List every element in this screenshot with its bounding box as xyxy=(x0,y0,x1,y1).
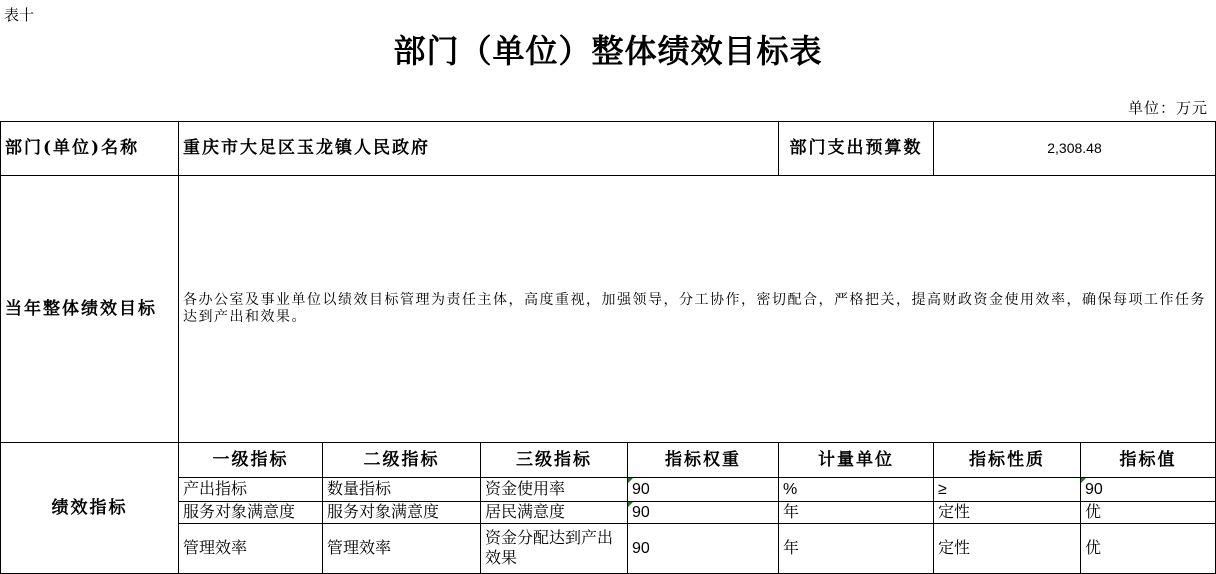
annual-goal-row xyxy=(1,176,1216,443)
level3-indicator: 居民满意度 xyxy=(481,502,628,524)
level3-indicator: 资金使用率 xyxy=(481,478,628,502)
indicator-weight: 90 xyxy=(628,524,779,574)
annual-goal-label: 当年整体绩效目标 xyxy=(1,176,179,443)
level3-indicator: 资金分配达到产出效果 xyxy=(481,524,628,574)
column-header-value: 指标值 xyxy=(1081,443,1216,478)
department-name-value: 重庆市大足区玉龙镇人民政府 xyxy=(179,122,779,176)
column-header-weight: 指标权重 xyxy=(628,443,779,478)
level1-indicator: 服务对象满意度 xyxy=(179,502,323,524)
indicator-header-row xyxy=(1,443,1216,478)
level1-indicator: 管理效率 xyxy=(179,524,323,574)
budget-value: 2,308.48 xyxy=(934,122,1216,176)
table-number: 表十 xyxy=(4,6,35,24)
indicator-value: 优 xyxy=(1081,524,1216,574)
level2-indicator: 数量指标 xyxy=(323,478,481,502)
page-title: 部门（单位）整体绩效目标表 xyxy=(393,32,823,70)
indicator-nature: 定性 xyxy=(934,524,1081,574)
indicator-value: 90 xyxy=(1081,478,1216,502)
budget-label: 部门支出预算数 xyxy=(779,122,934,176)
department-row xyxy=(1,122,1216,176)
indicators-section-label: 绩效指标 xyxy=(1,443,179,574)
unit-note: 单位：万元 xyxy=(1127,99,1208,117)
measurement-unit: 年 xyxy=(779,502,934,524)
annual-goal-text: 各办公室及事业单位以绩效目标管理为责任主体，高度重视，加强领导，分工协作，密切配合，严格把关，提高财政资金使用效率，确保每项工作任务达到产出和效果。 xyxy=(179,176,1216,443)
indicator-weight: 90 xyxy=(628,478,779,502)
level2-indicator: 服务对象满意度 xyxy=(323,502,481,524)
department-name-label: 部门(单位)名称 xyxy=(1,122,179,176)
column-header-nature: 指标性质 xyxy=(934,443,1081,478)
indicator-value: 优 xyxy=(1081,502,1216,524)
indicator-weight: 90 xyxy=(628,502,779,524)
indicator-nature: 定性 xyxy=(934,502,1081,524)
performance-goal-table xyxy=(0,121,1216,574)
measurement-unit: 年 xyxy=(779,524,934,574)
column-header-unit: 计量单位 xyxy=(779,443,934,478)
level2-indicator: 管理效率 xyxy=(323,524,481,574)
table-row xyxy=(1,524,1216,574)
measurement-unit: % xyxy=(779,478,934,502)
table-row xyxy=(1,502,1216,524)
column-header-level2: 二级指标 xyxy=(323,443,481,478)
table-row xyxy=(1,478,1216,502)
indicator-nature: ≥ xyxy=(934,478,1081,502)
column-header-level1: 一级指标 xyxy=(179,443,323,478)
level1-indicator: 产出指标 xyxy=(179,478,323,502)
column-header-level3: 三级指标 xyxy=(481,443,628,478)
